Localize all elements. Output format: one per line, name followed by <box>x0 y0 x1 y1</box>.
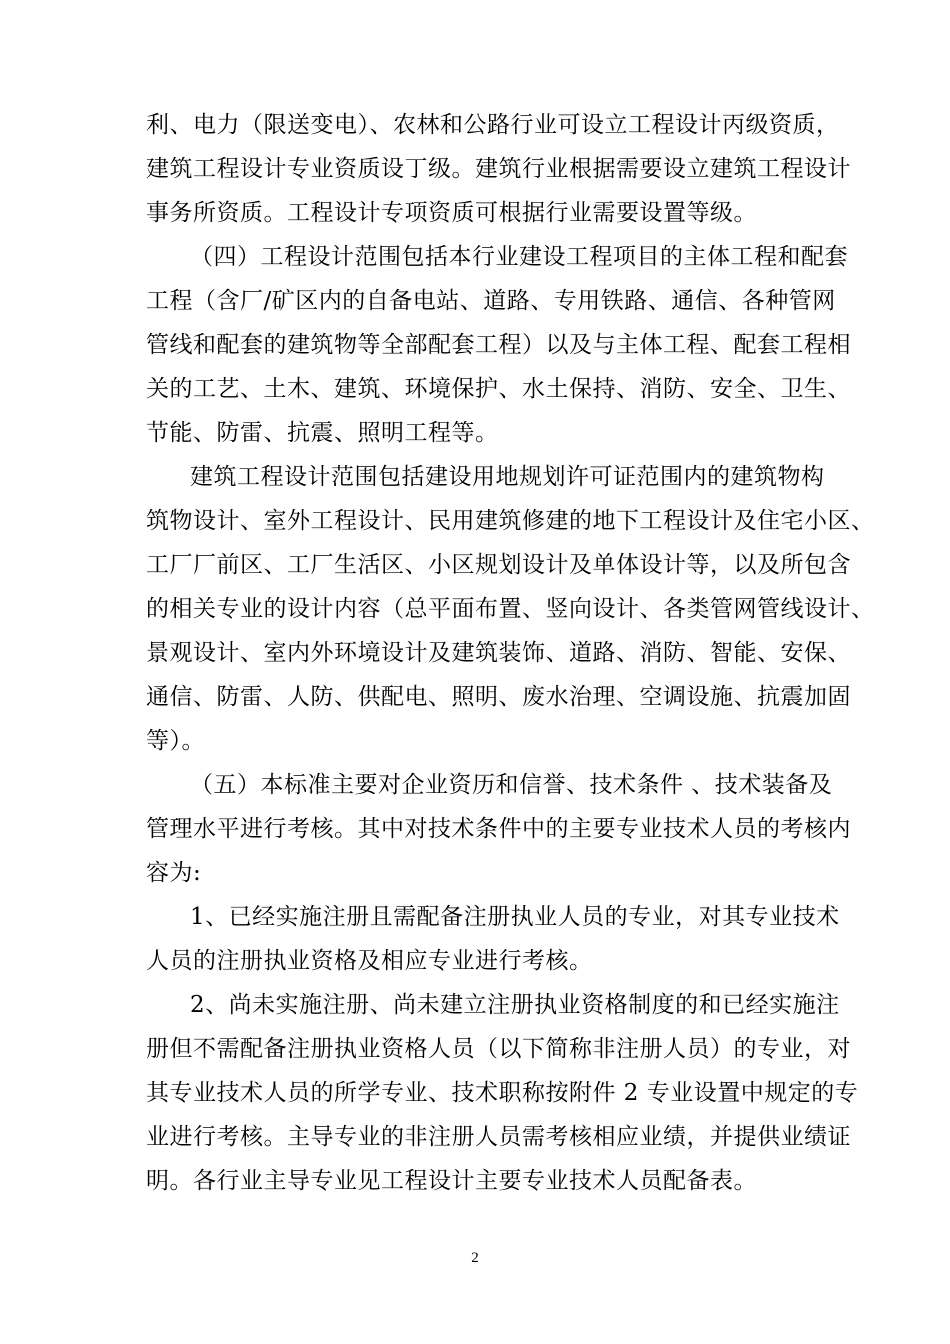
paragraph-start-line: （四）工程设计范围包括本行业建设工程项目的主体工程和配套 <box>190 244 848 270</box>
text-line: 等）。 <box>146 728 205 754</box>
page-number: 2 <box>471 1250 479 1266</box>
text-line: 的相关专业的设计内容（总平面布置、竖向设计、各类管网管线设计、 <box>146 596 875 622</box>
text-line: 工程（含厂/矿区内的自备电站、道路、专用铁路、通信、各种管网 <box>146 288 836 314</box>
text-line: 容为: <box>146 860 202 886</box>
text-line: 管理水平进行考核。其中对技术条件中的主要专业技术人员的考核内 <box>146 816 851 842</box>
text-line: 明。各行业主导专业见工程设计主要专业技术人员配备表。 <box>146 1168 757 1194</box>
paragraph-start-line: 2、尚未实施注册、尚未建立注册执业资格制度的和已经实施注 <box>190 992 840 1018</box>
text-line: 工厂厂前区、工厂生活区、小区规划设计及单体设计等，以及所包含 <box>146 552 851 578</box>
text-line: 节能、防雷、抗震、照明工程等。 <box>146 420 499 446</box>
paragraph-start-line: 1、已经实施注册且需配备注册执业人员的专业，对其专业技术 <box>190 904 840 930</box>
text-line: 利、电力（限送变电）、农林和公路行业可设立工程设计丙级资质， <box>146 112 840 138</box>
text-line: 通信、防雷、人防、供配电、照明、废水治理、空调设施、抗震加固 <box>146 684 851 710</box>
paragraph-start-line: 建筑工程设计范围包括建设用地规划许可证范围内的建筑物构 <box>190 464 825 490</box>
text-line: 人员的注册执业资格及相应专业进行考核。 <box>146 948 593 974</box>
text-line: 业进行考核。主导专业的非注册人员需考核相应业绩，并提供业绩证 <box>146 1124 851 1150</box>
text-line: 筑物设计、室外工程设计、民用建筑修建的地下工程设计及住宅小区、 <box>146 508 875 534</box>
text-line: 关的工艺、土木、建筑、环境保护、水土保持、消防、安全、卫生、 <box>146 376 851 402</box>
text-line: 建筑工程设计专业资质设丁级。建筑行业根据需要设立建筑工程设计 <box>146 156 851 182</box>
text-line: 册但不需配备注册执业资格人员（以下简称非注册人员）的专业，对 <box>146 1036 851 1062</box>
text-line: 其专业技术人员的所学专业、技术职称按附件 2 专业设置中规定的专 <box>146 1080 859 1106</box>
paragraph-start-line: （五）本标准主要对企业资历和信誉、技术条件 、技术装备及 <box>190 772 833 798</box>
text-line: 事务所资质。工程设计专项资质可根据行业需要设置等级。 <box>146 200 757 226</box>
text-line: 管线和配套的建筑物等全部配套工程）以及与主体工程、配套工程相 <box>146 332 851 358</box>
text-line: 景观设计、室内外环境设计及建筑装饰、道路、消防、智能、安保、 <box>146 640 851 666</box>
